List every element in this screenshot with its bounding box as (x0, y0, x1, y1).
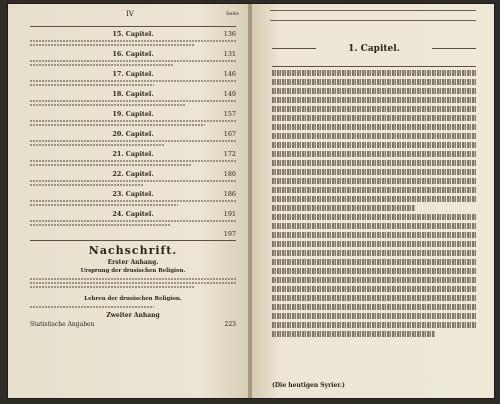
right-page (252, 4, 494, 398)
book-spread (8, 4, 494, 398)
appendix-2-heading: Zweiter Anhang (106, 312, 160, 319)
title-rule-left (272, 48, 316, 49)
page-number-left: IV (126, 10, 134, 18)
chapter-page: 172 (223, 150, 236, 158)
toc-entry-20 (30, 130, 236, 150)
appendix-1-heading: Erster Anhang. (107, 259, 159, 266)
signature-mark: (Die heutigen Syrier.) (272, 382, 345, 389)
chapter-page: 157 (223, 110, 236, 118)
chapter-heading: 19. Capitel. (112, 110, 154, 118)
appendix-2-item-page: 223 (224, 321, 236, 328)
summary-rule (272, 66, 476, 67)
toc-entry-17 (30, 70, 236, 90)
chapter-heading: 23. Capitel. (112, 190, 154, 198)
chapter-heading: 16. Capitel. (112, 50, 154, 58)
appendix-1-line-2: Lehren der drusischen Religion. (84, 296, 182, 302)
chapter-page: 180 (223, 170, 236, 178)
mid-rule (30, 240, 236, 241)
chapter-heading: 24. Capitel. (112, 210, 154, 218)
appendix-2-item (30, 321, 236, 329)
chapter-page: 149 (223, 90, 236, 98)
toc-entry-24 (30, 210, 236, 230)
chapter-heading: 22. Capitel. (112, 170, 154, 178)
chapter-heading: 21. Capitel. (112, 150, 154, 158)
body-text (272, 70, 476, 340)
chapter-heading: 15. Capitel. (112, 30, 154, 38)
chapter-title-block (272, 44, 476, 54)
chapter-page: 146 (223, 70, 236, 78)
top-rule (30, 26, 236, 27)
toc-entry-19 (30, 110, 236, 130)
table-of-contents (30, 24, 236, 329)
appendix-2-item-label: Statistische Angaben (30, 321, 95, 328)
chapter-page: 186 (223, 190, 236, 198)
chapter-page: 197 (223, 230, 236, 238)
running-head-banner (270, 10, 476, 21)
chapter-heading: 18. Capitel. (112, 90, 154, 98)
nachschrift-heading: Nachschrift. (88, 244, 178, 257)
toc-entry-22 (30, 170, 236, 190)
chapter-title: 1. Capitel. (348, 44, 400, 54)
chapter-page: 191 (223, 210, 236, 218)
appendix-1-line-1: Ursprung der drusischen Religion. (80, 268, 186, 274)
chapter-heading: 17. Capitel. (112, 70, 154, 78)
chapter-page: 136 (223, 30, 236, 38)
title-rule-right (432, 48, 476, 49)
chapter-page: 167 (223, 130, 236, 138)
chapter-heading: 20. Capitel. (112, 130, 154, 138)
toc-entry-23 (30, 190, 236, 210)
nachschrift-page-row (30, 230, 236, 238)
right-running-head (252, 10, 494, 20)
toc-entry-16 (30, 50, 236, 70)
left-page (8, 4, 248, 398)
toc-entry-15 (30, 30, 236, 50)
chapter-page: 131 (223, 50, 236, 58)
page-column-header: Seite (226, 11, 239, 17)
toc-entry-21 (30, 150, 236, 170)
toc-entry-18 (30, 90, 236, 110)
